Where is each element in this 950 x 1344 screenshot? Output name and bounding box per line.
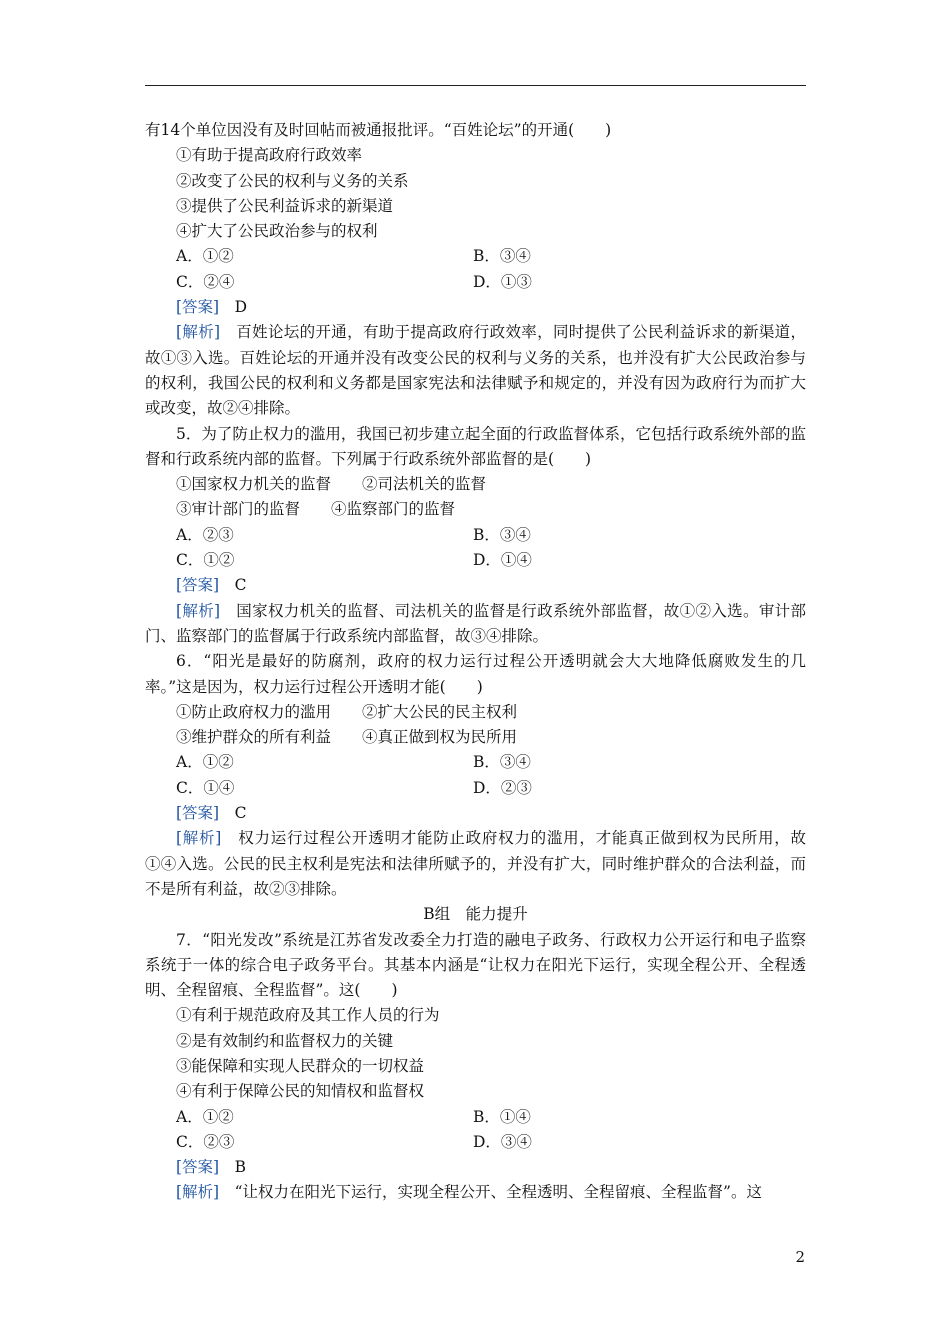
- answer-value: B: [219, 1158, 246, 1177]
- q7-option-2: ②是有效制约和监督权力的关键: [176, 1031, 394, 1050]
- q7-choice-d: D．③④: [473, 1132, 532, 1151]
- q5-choices-row-1: [145, 523, 806, 548]
- answer-value: D: [219, 298, 248, 317]
- q4-choice-a: A．①②: [176, 247, 234, 266]
- q7-choice-c: C．②③: [176, 1132, 235, 1151]
- q4-choice-c: C．②④: [176, 272, 235, 291]
- explanation-text: 权力运行过程公开透明才能防止政府权力的滥用，才能真正做到权为民所用，故①④入选。公民的民主权利是宪法和法律所赋予的，并没有扩大，同时维护群众的合法利益，而不是所有利益，故②③排除。: [145, 829, 806, 898]
- header-rule: [145, 85, 806, 86]
- answer-value: C: [219, 804, 247, 823]
- section-heading: B组 能力提升: [423, 905, 528, 924]
- explanation-tag: [解析]: [176, 1183, 220, 1202]
- explanation-tag: [解析]: [176, 323, 221, 342]
- q5-choice-d: D．①④: [473, 551, 532, 570]
- q5-explanation: [145, 599, 806, 650]
- q7-option-3: ③能保障和实现人民群众的一切权益: [176, 1056, 425, 1075]
- q6-options-row-2: ③维护群众的所有利益 ④真正做到权为民所用: [176, 728, 518, 747]
- q4-explanation: [145, 320, 806, 421]
- q5-choice-a: A．②③: [176, 525, 234, 544]
- answer-tag: [答案]: [176, 804, 220, 823]
- q5-options-row-1: ①国家权力机关的监督 ②司法机关的监督: [176, 475, 487, 494]
- q7-explanation: [145, 1180, 806, 1205]
- q7-answer: [145, 1155, 806, 1180]
- q6-stem: 6．“阳光是最好的防腐剂，政府的权力运行过程公开透明就会大大地降低腐败发生的几率。”这是因为，权力运行过程公开透明才能( ): [145, 652, 806, 696]
- q7-stem: 7．“阳光发改”系统是江苏省发改委全力打造的融电子政务、行政权力公开运行和电子监察系统于一体的综合电子政务平台。其基本内涵是“让权力在阳光下运行，实现全程公开、全程透明、全程留痕、全程监督”。这( ): [145, 930, 806, 1000]
- q4-choices-row-1: [145, 244, 806, 269]
- q7-choice-a: A．①②: [176, 1107, 234, 1126]
- q4-option-4: ④扩大了公民政治参与的权利: [176, 222, 378, 241]
- q4-option-1: ①有助于提高政府行政效率: [176, 146, 363, 165]
- answer-tag: [答案]: [176, 576, 220, 595]
- page-number: 2: [795, 1248, 805, 1266]
- q4-answer: [145, 295, 806, 320]
- q4-option-2: ②改变了公民的权利与义务的关系: [176, 171, 409, 190]
- q7-choice-b: B．①④: [473, 1107, 531, 1126]
- q5-options-row-2: ③审计部门的监督 ④监察部门的监督: [176, 500, 456, 519]
- q4-choice-b: B．③④: [473, 247, 531, 266]
- q5-choice-b: B．③④: [473, 525, 531, 544]
- answer-value: C: [219, 576, 247, 595]
- q6-answer: [145, 801, 806, 826]
- explanation-tag: [解析]: [176, 601, 221, 620]
- q7-choices-row-2: [145, 1130, 806, 1155]
- q4-stem-continuation: 有14个单位因没有及时回帖而被通报批评。“百姓论坛”的开通( ): [145, 121, 612, 139]
- q5-stem: 5．为了防止权力的滥用，我国已初步建立起全面的行政监督体系，它包括行政系统外部的监督和行政系统内部的监督。下列属于行政系统外部监督的是( ): [145, 424, 806, 468]
- explanation-text: 百姓论坛的开通，有助于提高政府行政效率，同时提供了公民利益诉求的新渠道，故①③入选。百姓论坛的开通并没有改变公民的权利与义务的关系，也并没有扩大公民政治参与的权利，我国公民的权利和义务都是国家宪法和法律赋予和规定的，并没有因为政府行为而扩大或改变，故②④排除。: [145, 323, 806, 418]
- q7-option-4: ④有利于保障公民的知情权和监督权: [176, 1082, 425, 1101]
- q6-choice-b: B．③④: [473, 753, 531, 772]
- q6-choice-c: C．①④: [176, 778, 235, 797]
- q6-choices-row-1: [145, 750, 806, 775]
- q5-choice-c: C．①②: [176, 551, 235, 570]
- answer-tag: [答案]: [176, 1158, 220, 1177]
- q4-option-3: ③提供了公民利益诉求的新渠道: [176, 196, 394, 215]
- q7-option-1: ①有利于规范政府及其工作人员的行为: [176, 1006, 440, 1025]
- q5-answer: [145, 573, 806, 598]
- explanation-text: 国家权力机关的监督、司法机关的监督是行政系统外部监督，故①②入选。审计部门、监察部门的监督属于行政系统内部监督，故③④排除。: [145, 601, 806, 645]
- q7-choices-row-1: [145, 1105, 806, 1130]
- q5-choices-row-2: [145, 548, 806, 573]
- q6-explanation: [145, 826, 806, 902]
- explanation-tag: [解析]: [176, 829, 222, 848]
- answer-tag: [答案]: [176, 298, 220, 317]
- q4-choice-d: D．①③: [473, 272, 532, 291]
- document-body: [145, 118, 806, 1206]
- q6-options-row-1: ①防止政府权力的滥用 ②扩大公民的民主权利: [176, 702, 518, 721]
- q6-choice-a: A．①②: [176, 753, 234, 772]
- q6-choice-d: D．②③: [473, 778, 532, 797]
- q6-choices-row-2: [145, 776, 806, 801]
- explanation-text: “让权力在阳光下运行，实现全程公开、全程透明、全程留痕、全程监督”。这: [219, 1183, 762, 1202]
- q4-choices-row-2: [145, 270, 806, 295]
